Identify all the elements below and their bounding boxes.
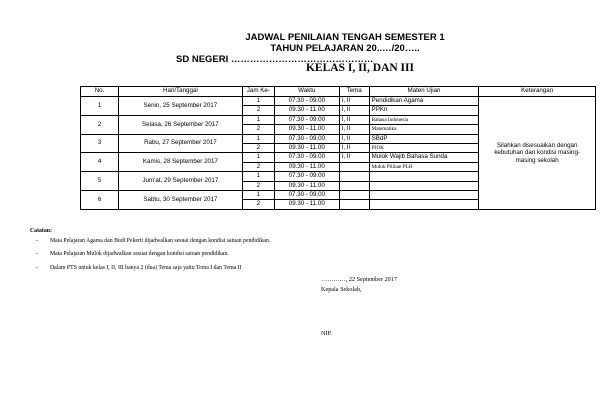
cell-waktu: 07.30 - 09.00	[274, 190, 339, 199]
cell-waktu: 09.30 - 11.00	[274, 125, 339, 134]
cell-day: Rabu, 27 September 2017	[119, 134, 243, 153]
cell-no: 3	[81, 134, 119, 153]
cell-jam: 1	[242, 115, 274, 124]
signature-role: Kepala Sekolah,	[321, 286, 362, 293]
table-header-row	[81, 87, 596, 97]
cell-waktu: 09.30 - 11.00	[274, 106, 339, 115]
cell-waktu: 07.30 - 09.00	[274, 153, 339, 162]
signature-nip: NIP.	[321, 330, 332, 337]
header-waktu: Waktu	[274, 87, 339, 97]
title-class: KELAS I, II, DAN III	[305, 62, 414, 74]
cell-materi	[369, 190, 479, 199]
cell-waktu: 09.30 - 11.00	[274, 200, 339, 209]
title-line-1: JADWAL PENILAIAN TENGAH SEMESTER 1	[245, 32, 445, 43]
cell-materi	[369, 172, 479, 181]
cell-waktu: 07.30 - 09.00	[274, 97, 339, 106]
cell-tema: I, II	[339, 106, 369, 115]
header-jam: Jam Ke-	[242, 87, 274, 97]
cell-jam: 1	[242, 190, 274, 199]
cell-jam: 2	[242, 162, 274, 171]
cell-tema	[339, 200, 369, 209]
cell-jam: 2	[242, 125, 274, 134]
cell-jam: 2	[242, 106, 274, 115]
cell-waktu: 07.30 - 09.00	[274, 115, 339, 124]
cell-tema: I, II	[339, 97, 369, 106]
cell-tema	[339, 181, 369, 190]
cell-waktu: 09.30 - 11.00	[274, 143, 339, 152]
cell-keterangan: Silahkan disesuaikan dengan kebutuhan dan kondisi masing-masing sekolah	[479, 97, 596, 210]
cell-no: 5	[81, 172, 119, 191]
cell-materi	[369, 181, 479, 190]
cell-tema: I, II	[339, 143, 369, 152]
header-day: Hari/Tanggal	[119, 87, 243, 97]
cell-day: Kamis, 28 September 2017	[119, 153, 243, 172]
cell-tema: I, II	[339, 115, 369, 124]
cell-tema: I, II	[339, 134, 369, 143]
cell-jam: 1	[242, 153, 274, 162]
header-no: No.	[81, 87, 119, 97]
cell-materi: Mulok Wajib Bahasa Sunda	[369, 153, 479, 162]
cell-day: Selasa, 26 September 2017	[119, 115, 243, 134]
cell-materi: Mulok Pilihan PLH	[369, 162, 479, 171]
cell-jam: 1	[242, 172, 274, 181]
cell-jam: 2	[242, 143, 274, 152]
notes-label: Catatan:	[30, 228, 52, 234]
schedule-table	[80, 86, 596, 210]
cell-materi: Pendidikan Agama	[369, 97, 479, 106]
cell-day: Jum'at, 29 September 2017	[119, 172, 243, 191]
cell-waktu: 07.30 - 09.00	[274, 134, 339, 143]
cell-tema	[339, 162, 369, 171]
cell-tema	[339, 172, 369, 181]
cell-jam: 2	[242, 181, 274, 190]
signature-date: …………, 22 September 2017	[321, 276, 397, 283]
cell-jam: 2	[242, 200, 274, 209]
cell-materi: PJOK	[369, 143, 479, 152]
title-school-name: SD NEGERI ………………………………………	[176, 54, 374, 65]
cell-tema: I, II	[339, 125, 369, 134]
note-bullet: -	[36, 265, 38, 271]
cell-materi: PPKn	[369, 106, 479, 115]
cell-materi: Bahasa Indonesia	[369, 115, 479, 124]
cell-materi	[369, 200, 479, 209]
note-text: Dalam PTS untuk kelas I, II, III hanya 2 (dua) Tema saja yaitu Tema I dan Tema II	[50, 265, 242, 271]
cell-waktu: 07.30 - 09.00	[274, 172, 339, 181]
cell-no: 1	[81, 97, 119, 116]
cell-jam: 1	[242, 134, 274, 143]
note-text: Mata Pelajaran Agama dan Budi Pekerti dijadwalkan sesuai dengan kondisi satuan pendidikan.	[50, 238, 271, 244]
cell-no: 6	[81, 190, 119, 209]
table-row	[81, 97, 596, 106]
cell-tema	[339, 190, 369, 199]
cell-tema: I, II	[339, 153, 369, 162]
title-line-2: TAHUN PELAJARAN 20..…/20…..	[270, 43, 420, 54]
cell-day: Sabtu, 30 September 2017	[119, 190, 243, 209]
cell-materi: Matematika	[369, 125, 479, 134]
header-materi: Materi Ujian	[369, 87, 479, 97]
note-bullet: -	[36, 251, 38, 257]
header-tema: Tema	[339, 87, 369, 97]
header-keterangan: Keterangan	[479, 87, 596, 97]
cell-waktu: 09.30 - 11.00	[274, 162, 339, 171]
note-bullet: -	[36, 238, 38, 244]
cell-materi: SBdP	[369, 134, 479, 143]
cell-no: 4	[81, 153, 119, 172]
cell-day: Senin, 25 September 2017	[119, 97, 243, 116]
cell-no: 2	[81, 115, 119, 134]
cell-jam: 1	[242, 97, 274, 106]
note-text: Mata Pelajaran Mulok dijadwalkan sesuai dengan kondisi satuan pendidikan.	[50, 251, 229, 257]
cell-waktu: 09.30 - 11.00	[274, 181, 339, 190]
